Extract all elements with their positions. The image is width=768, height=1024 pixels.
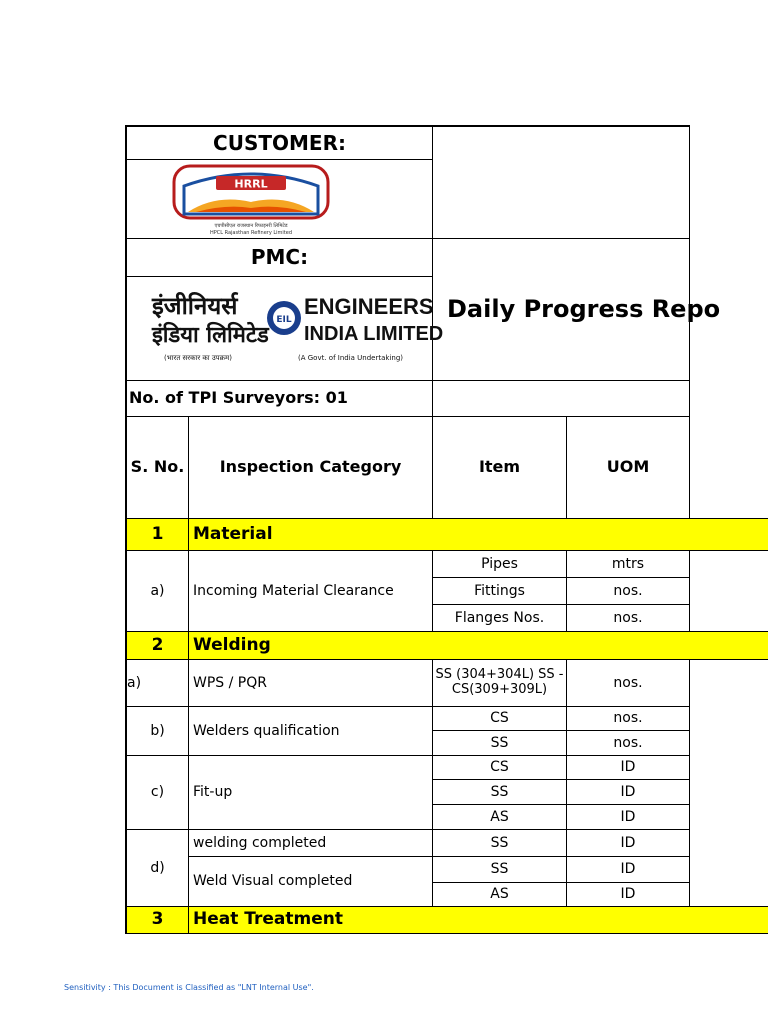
section-number: 2 <box>125 631 189 660</box>
tpi-value-cell <box>432 380 690 417</box>
row-uom: ID <box>566 856 690 883</box>
row-item: SS <box>432 730 567 756</box>
row-sno: b) <box>125 706 189 756</box>
section-title: Welding <box>188 631 768 660</box>
svg-text:इंडिया लिमिटेड: इंडिया लिमिटेड <box>152 323 269 348</box>
row-uom: ID <box>566 829 690 857</box>
row-category: Weld Visual completed <box>188 856 433 907</box>
svg-text:एचपीसीएल राजस्थान रिफाइनरी लिम: एचपीसीएल राजस्थान रिफाइनरी लिमिटेड <box>214 223 288 229</box>
col-header-sno: S. No. <box>125 416 189 519</box>
row-uom: mtrs <box>566 550 690 578</box>
row-category: WPS / PQR <box>188 659 433 707</box>
customer-label: CUSTOMER: <box>125 125 433 160</box>
svg-text:इंजीनियर्स: इंजीनियर्स <box>152 292 238 320</box>
row-item: AS <box>432 804 567 830</box>
row-item: Pipes <box>432 550 567 578</box>
row-sno: a) <box>125 550 189 632</box>
row-item: Fittings <box>432 577 567 605</box>
sensitivity-footer: Sensitivity : This Document is Classified as "LNT Internal Use". <box>64 983 314 992</box>
tpi-surveyors: No. of TPI Surveyors: 01 <box>125 380 433 417</box>
section-number: 1 <box>125 518 189 551</box>
col-header-item: Item <box>432 416 567 519</box>
row-category: welding completed <box>188 829 433 857</box>
row-sno: a) <box>125 659 189 707</box>
svg-text:(भारत सरकार का उपक्रम): (भारत सरकार का उपक्रम) <box>164 354 232 362</box>
row-sno: c) <box>125 755 189 830</box>
pmc-label: PMC: <box>125 238 433 277</box>
report-title: Daily Progress Repo <box>432 238 690 381</box>
eil-logo <box>150 284 444 368</box>
col-header-category: Inspection Category <box>188 416 433 519</box>
row-item: SS <box>432 829 567 857</box>
section-number: 3 <box>125 906 189 934</box>
row-item: CS <box>432 706 567 731</box>
row-item: SS <box>432 779 567 805</box>
section-title: Material <box>188 518 768 551</box>
col-header-uom: UOM <box>566 416 690 519</box>
svg-text:HPCL Rajasthan Refinery Limite: HPCL Rajasthan Refinery Limited <box>209 230 293 236</box>
svg-text:ENGINEERS: ENGINEERS <box>304 294 434 319</box>
row-uom: nos. <box>566 577 690 605</box>
row-uom: ID <box>566 779 690 805</box>
row-item: SS (304+304L) SS - CS(309+309L) <box>432 659 567 707</box>
row-uom: ID <box>566 804 690 830</box>
customer-value-cell <box>432 125 690 239</box>
svg-text:INDIA LIMITED: INDIA LIMITED <box>304 323 444 345</box>
row-item: AS <box>432 882 567 907</box>
row-sno: d) <box>125 829 189 907</box>
row-uom: nos. <box>566 730 690 756</box>
row-uom: nos. <box>566 604 690 632</box>
section-title: Heat Treatment <box>188 906 768 934</box>
row-uom: ID <box>566 882 690 907</box>
hrrl-logo <box>166 164 336 236</box>
row-category: Fit-up <box>188 755 433 830</box>
row-category: Welders qualification <box>188 706 433 756</box>
row-item: CS <box>432 755 567 780</box>
hrrl-logo-text: HRRL <box>234 177 268 191</box>
svg-text:(A Govt. of India Undertaking): (A Govt. of India Undertaking) <box>298 354 403 362</box>
row-item: SS <box>432 856 567 883</box>
row-item: Flanges Nos. <box>432 604 567 632</box>
row-uom: ID <box>566 755 690 780</box>
row-uom: nos. <box>566 706 690 731</box>
svg-text:EIL: EIL <box>276 315 292 325</box>
row-uom: nos. <box>566 659 690 707</box>
row-category: Incoming Material Clearance <box>188 550 433 632</box>
